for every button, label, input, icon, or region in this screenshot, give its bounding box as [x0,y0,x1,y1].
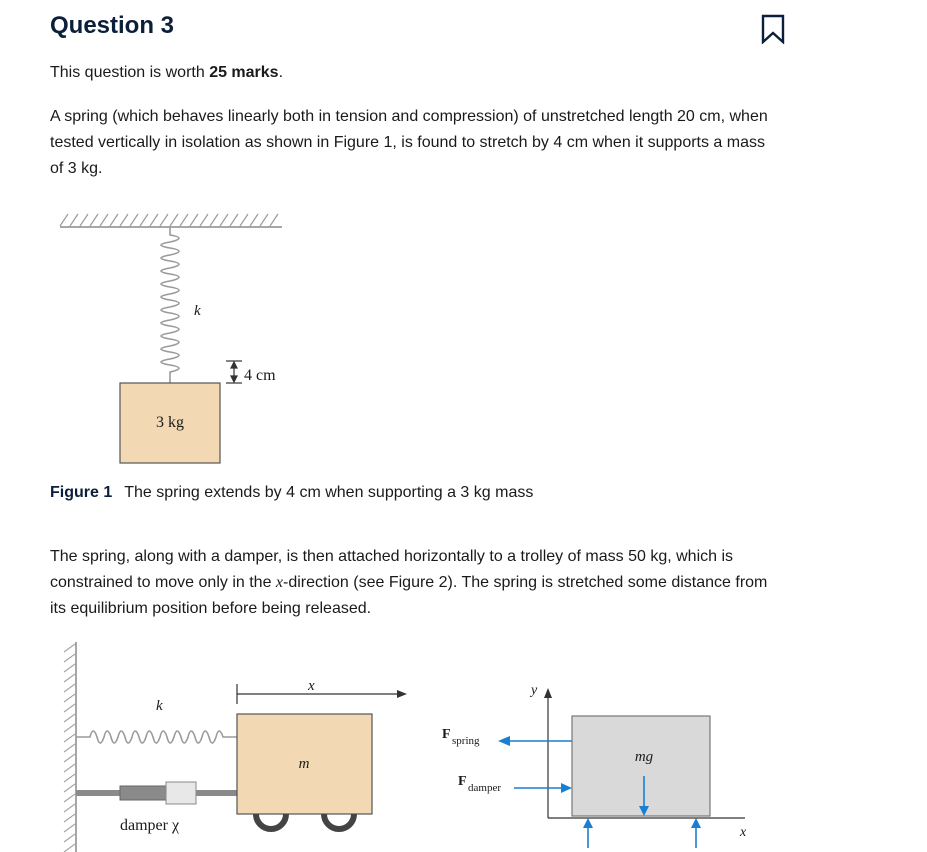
wall-hatch [64,642,76,852]
marks-value: 25 marks [209,64,279,81]
fbd-spring-force-label [442,727,480,747]
damper-force-sub: damper [468,782,501,794]
fig1-mass-label: 3 kg [156,414,184,431]
fig1-extension-label: 4 cm [244,367,276,384]
fbd-weight-label: mg [634,749,654,765]
fig2-x-label: x [308,678,315,694]
vertical-spring [161,227,179,383]
bookmark-icon[interactable] [760,14,786,44]
displacement-x-arrow [237,684,407,704]
normal-force-arrow-right [691,818,701,848]
fig1-spring-k-label: k [194,303,201,319]
fbd-y-label: y [531,683,538,698]
normal-force-arrow-left [583,818,593,848]
spring-force-main: F [442,727,451,742]
ceiling-hatch [60,214,282,227]
fig2-damper-label: damper χ [120,817,180,834]
second-paragraph-post: -direction (see Figure 2). The spring is stretched some distance from its equilibrium position before being released. [50,574,768,617]
figure-1-text: The spring extends by 4 cm when supporting a 3 kg mass [124,484,534,501]
trolley-wheel-left [256,814,286,829]
fig2-mass-label: m [298,756,310,772]
horizontal-spring [76,731,237,743]
intro-paragraph: A spring (which behaves linearly both in tension and compression) of unstretched length 20 cm, when tested vertically in isolation as shown in Figure 1, is found to stretch by 4 cm when it supports a mass of 3 kg. [50,108,768,177]
fbd-mass-box [572,716,710,816]
spring-force-arrow [498,736,572,746]
x-direction-variable: x [275,574,284,591]
marks-statement [50,60,770,86]
fig2-spring-k-label: k [156,698,163,714]
damper [76,782,237,804]
damper-force-main: F [458,774,467,789]
figure-2-trolley-diagram [62,642,432,852]
marks-prefix: This question is worth [50,64,210,81]
marks-suffix: . [278,64,284,81]
question-title: Question 3 [50,12,175,39]
figure-1-diagram [50,205,300,475]
damper-force-arrow [514,783,572,793]
free-body-diagram [440,678,770,852]
fbd-damper-force-label [458,774,501,794]
second-paragraph [50,544,780,622]
extension-dimension [226,361,242,383]
fbd-x-label: x [740,825,747,840]
figure-1-caption [50,484,533,502]
trolley-wheel-right [324,814,354,829]
figure-1-label: Figure 1 [50,484,113,501]
spring-force-sub: spring [452,735,480,747]
second-paragraph-pre: The spring, along with a damper, is then attached horizontally to a trolley of mass 50 kg, which is constrained to move only in the [50,548,734,591]
